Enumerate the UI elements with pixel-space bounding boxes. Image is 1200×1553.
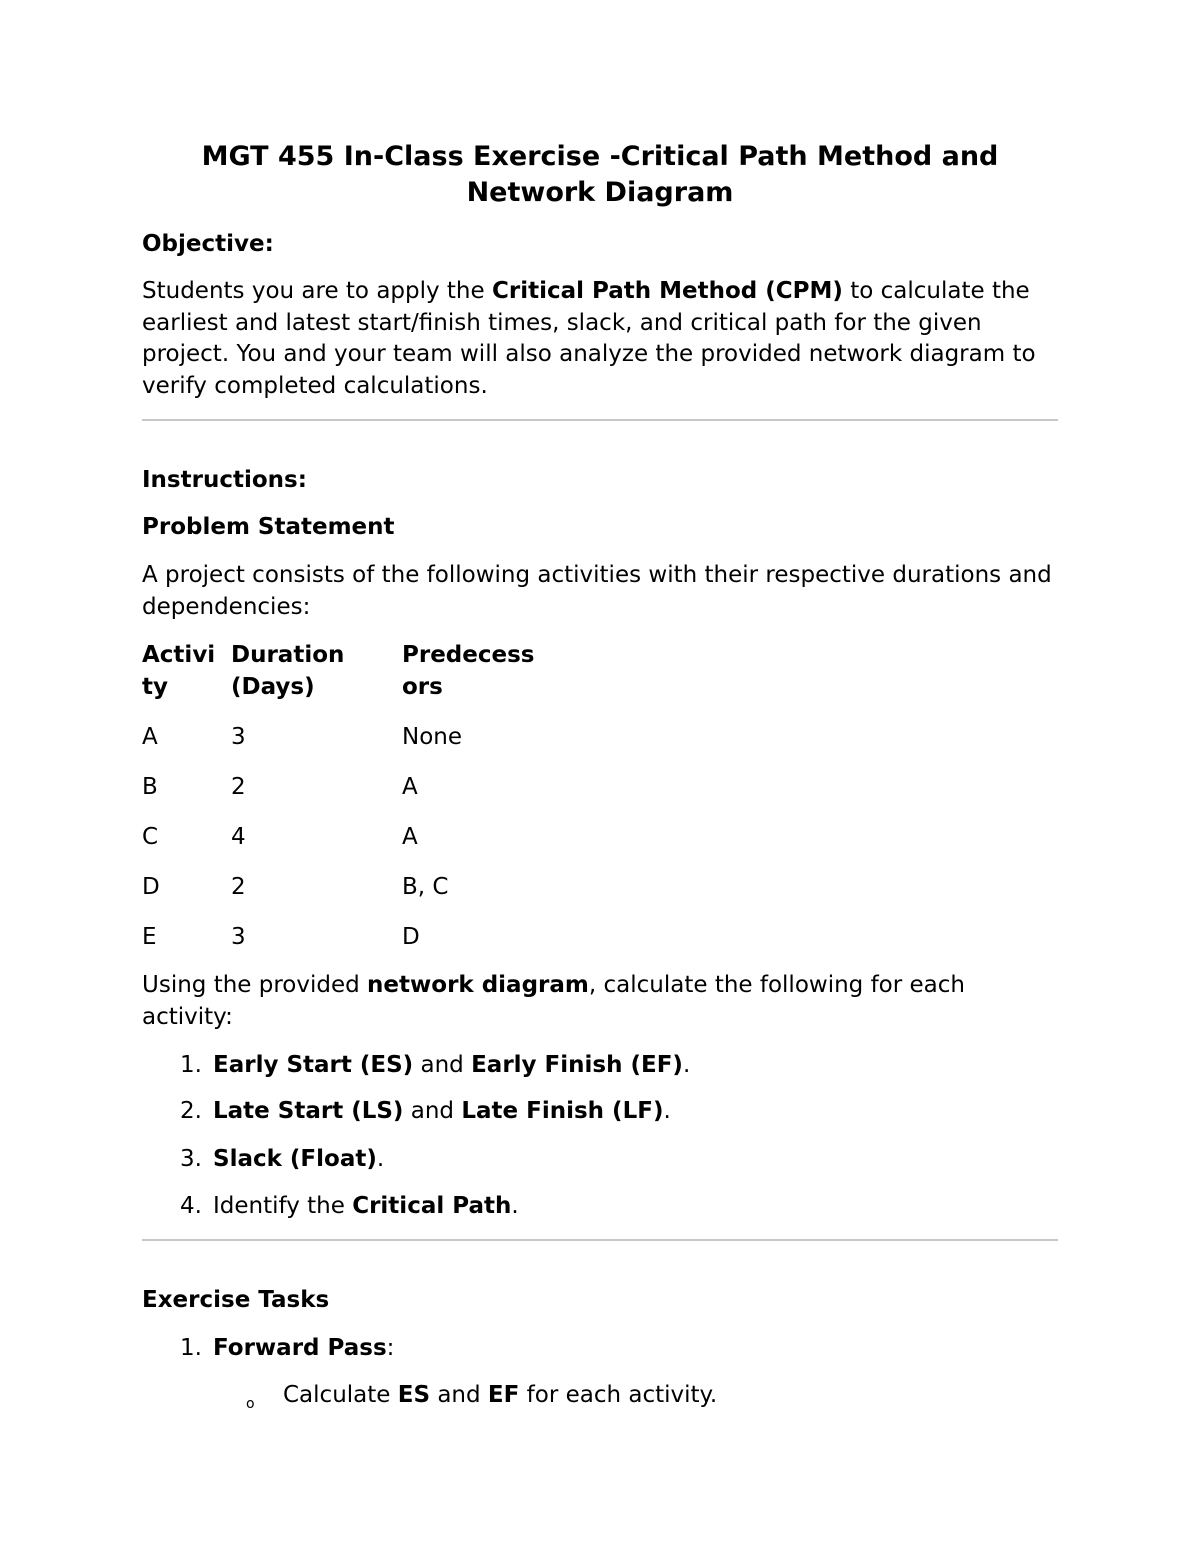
header-line: (Days): [231, 673, 315, 700]
divider-1: [142, 419, 1058, 421]
list-text-bold: Late Finish (LF): [461, 1098, 664, 1124]
list-text-bold: Slack (Float): [213, 1146, 377, 1172]
list-number: 4.: [180, 1193, 202, 1219]
list-text-bold: Early Start (ES): [213, 1052, 414, 1078]
using-diagram-text: [142, 970, 1058, 1033]
list-text-bold: Critical Path: [352, 1193, 512, 1219]
divider-2: [142, 1239, 1058, 1241]
problem-statement-text: A project consists of the following activities with their respective durations and dependencies:: [142, 562, 1052, 620]
list-text: and: [413, 1052, 472, 1078]
header-line: ty: [142, 673, 168, 700]
page-title: MGT 455 In-Class Exercise -Critical Path Method and Network Diagram: [201, 141, 999, 208]
list-text: .: [682, 1052, 691, 1078]
list-number: 1.: [180, 1335, 202, 1361]
list-number: 2.: [180, 1098, 202, 1124]
sub-text: for each activity.: [519, 1382, 718, 1408]
objective-text-rest: to calculate the earliest and latest start/finish times, slack, and critical path for the given project. You and your team will also analyze the provided network diagram to verify completed calculations.: [142, 278, 1036, 399]
table-cell: 4: [231, 824, 246, 850]
header-line: Predecess: [402, 642, 535, 668]
list-number: 3.: [180, 1146, 202, 1172]
instructions-heading: Instructions:: [142, 467, 307, 493]
exercise-tasks-heading: Exercise Tasks: [142, 1287, 330, 1313]
table-cell: A: [142, 724, 158, 750]
table-cell: D: [142, 874, 160, 900]
table-header-predecessors: [402, 640, 534, 703]
header-line: ors: [402, 673, 443, 700]
objective-heading: Objective:: [142, 231, 274, 257]
table-cell: B: [142, 774, 158, 800]
list-text-bold: Late Start (LS): [213, 1098, 404, 1124]
list-text: .: [511, 1193, 519, 1219]
list-text: .: [663, 1098, 671, 1124]
using-text-pre: Using the provided: [142, 972, 368, 998]
table-cell: D: [402, 924, 420, 950]
task-forward-pass: Forward Pass: [213, 1335, 387, 1361]
objective-text-bold: Critical Path Method (CPM): [491, 278, 843, 304]
objective-paragraph: [142, 276, 1058, 402]
table-header-duration: [231, 640, 344, 703]
using-text-bold: network diagram: [367, 972, 589, 998]
objective-text-start: Students you are to apply the: [142, 278, 492, 304]
problem-statement-heading: Problem Statement: [142, 514, 395, 540]
list-text: and: [403, 1098, 462, 1124]
table-cell: 3: [231, 724, 246, 750]
table-cell: C: [142, 824, 159, 850]
sub-text: and: [430, 1382, 488, 1408]
table-cell: A: [402, 774, 418, 800]
list-text-bold: Early Finish (EF): [471, 1052, 683, 1078]
table-cell: A: [402, 824, 418, 850]
table-header-activity: [142, 640, 215, 703]
sub-text: Calculate: [283, 1382, 398, 1408]
sub-text-bold: EF: [487, 1382, 520, 1408]
table-cell: 3: [231, 924, 246, 950]
table-cell: 2: [231, 874, 246, 900]
header-line: Activi: [142, 642, 216, 668]
sub-text-bold: ES: [397, 1382, 431, 1408]
task-colon: :: [386, 1335, 395, 1361]
table-cell: None: [402, 724, 463, 750]
bullet-icon: o: [246, 1396, 255, 1412]
using-text-post: , calculate the following for each activity:: [142, 972, 965, 1030]
table-cell: 2: [231, 774, 246, 800]
table-cell: E: [142, 924, 157, 950]
list-text: Identify the: [213, 1193, 353, 1219]
table-cell: B, C: [402, 874, 449, 900]
list-number: 1.: [180, 1052, 202, 1078]
list-text: .: [376, 1146, 385, 1172]
header-line: Duration: [231, 642, 345, 668]
